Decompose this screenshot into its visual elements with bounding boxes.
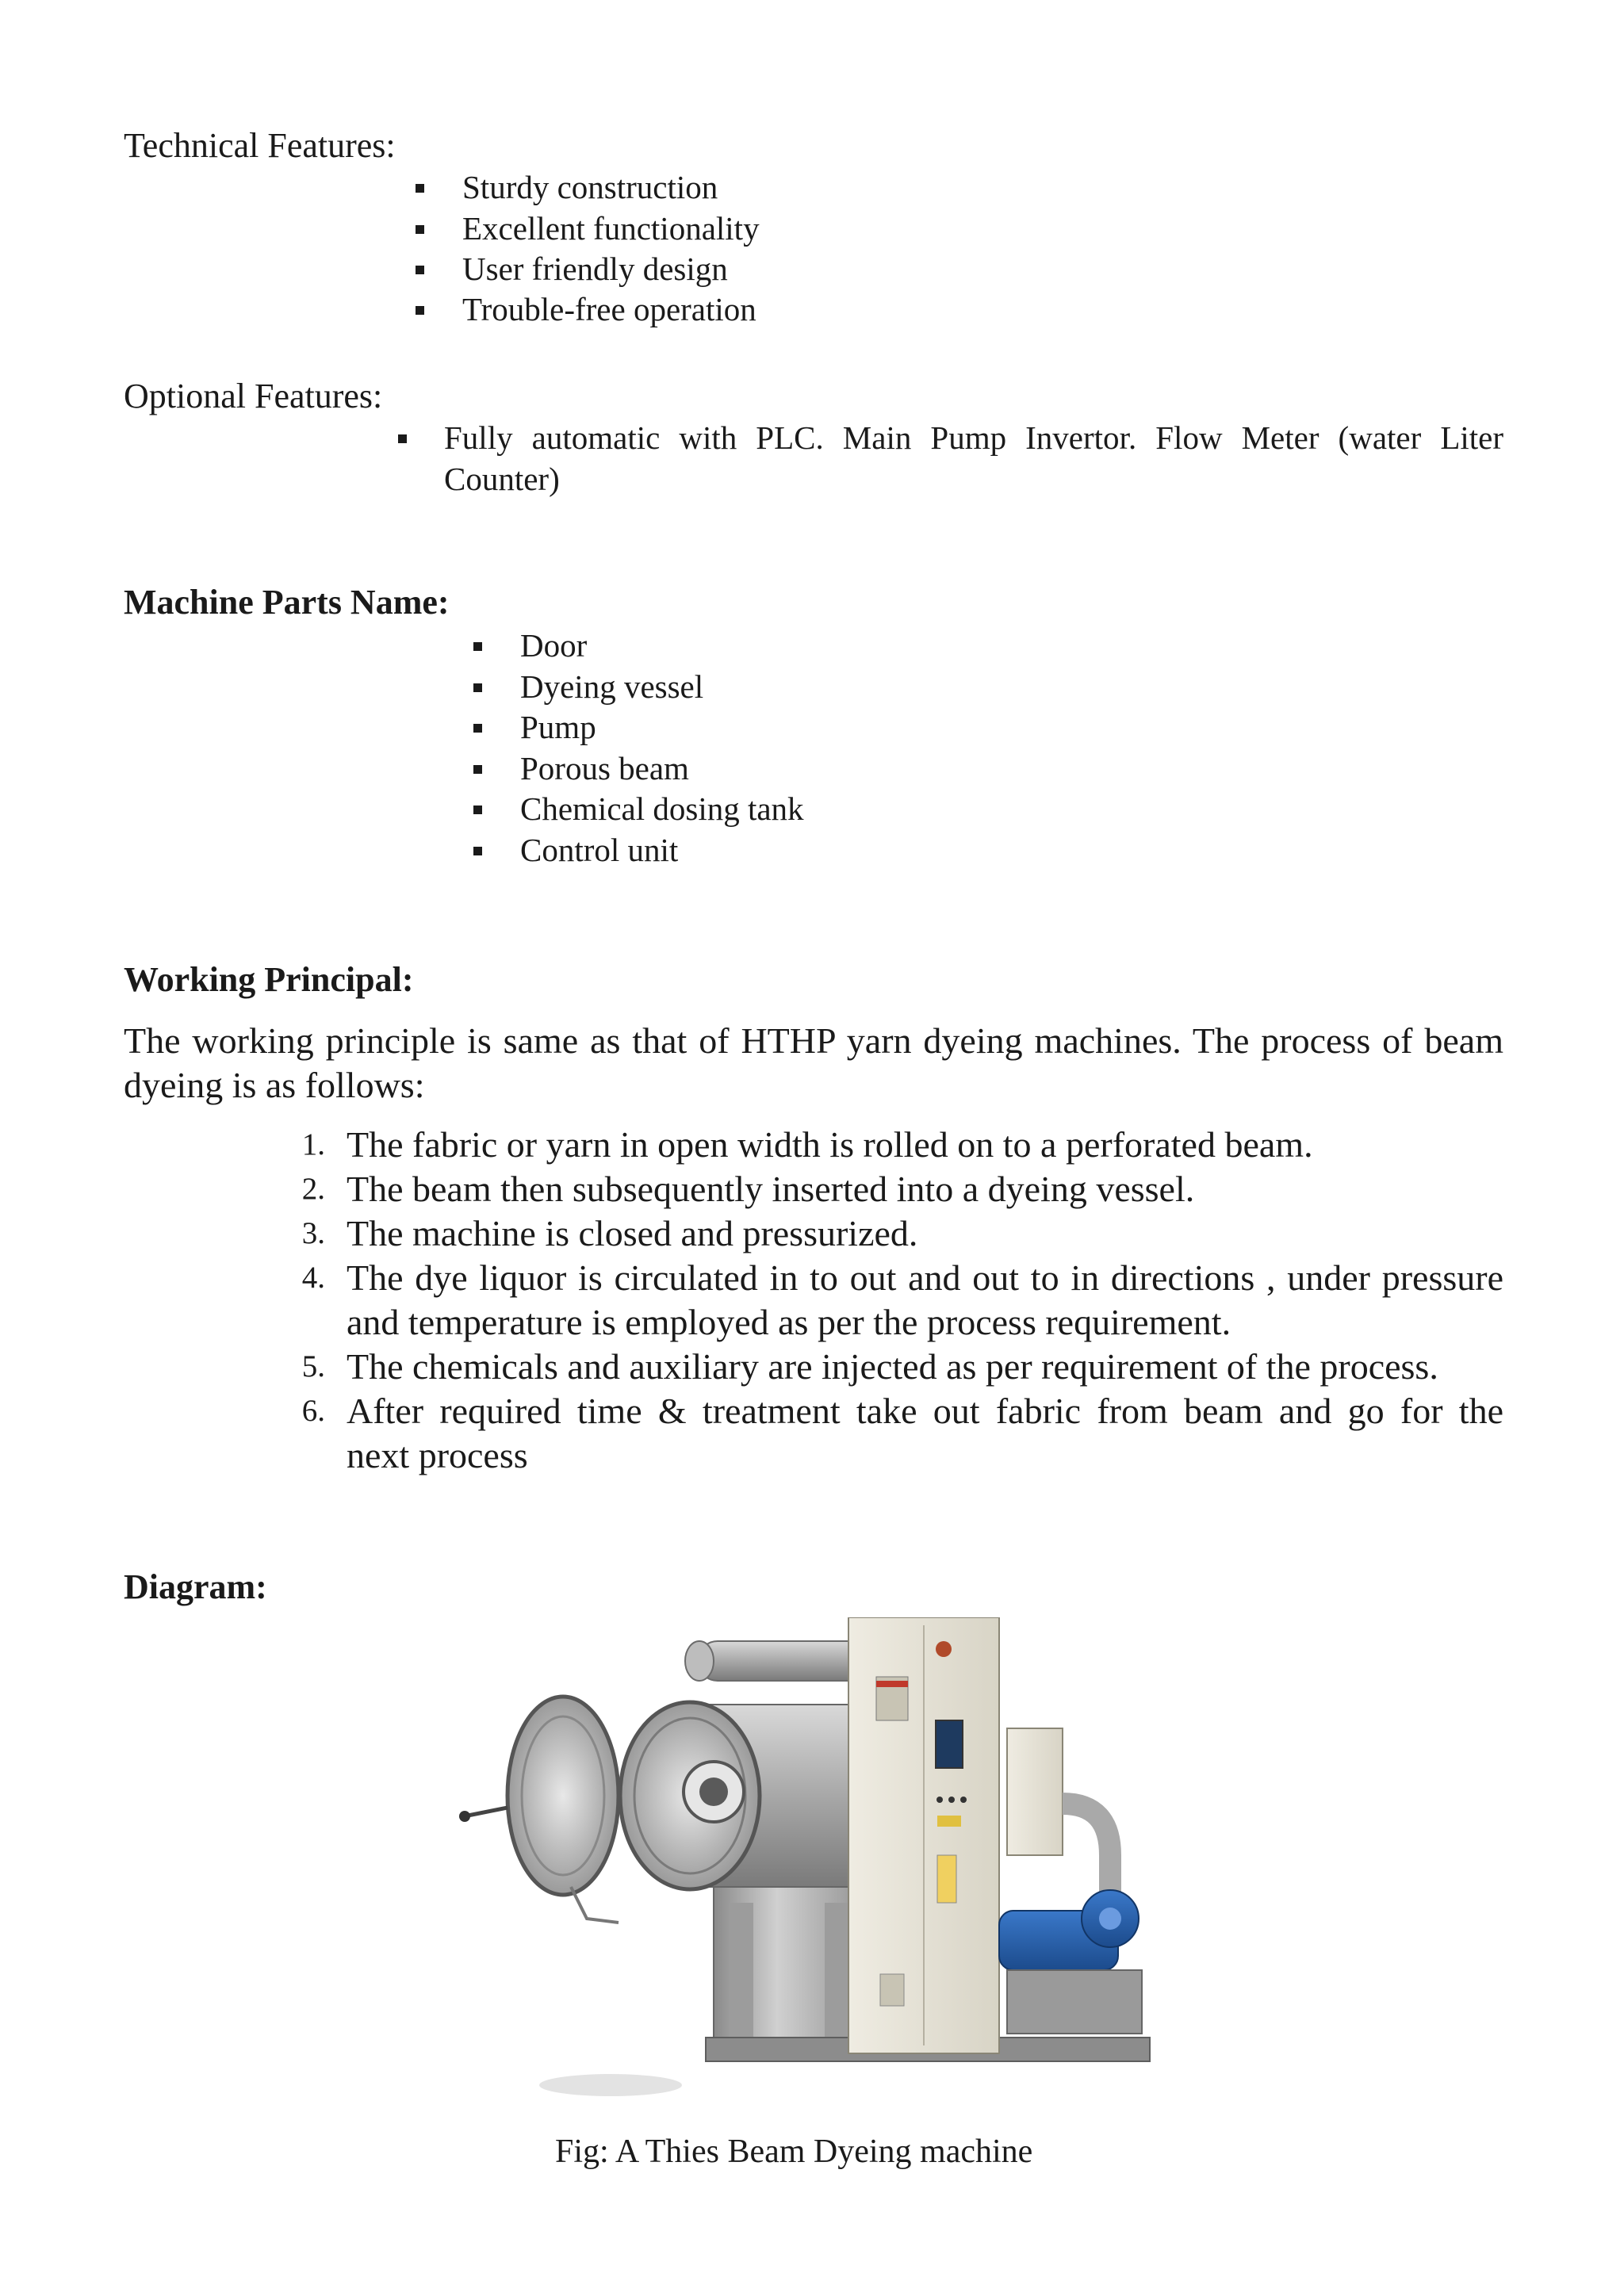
step-text: The beam then subsequently inserted into a dyeing vessel. [347,1169,1195,1209]
pump [999,1890,1142,2034]
list-item: Chemical dosing tank [520,790,804,827]
optional-feature-line-1: Fully automatic with PLC. Main Pump Invertor. Flow Meter (water Liter [444,419,1503,456]
working-principal-heading: Working Principal: [124,960,414,999]
diagram-heading: Diagram: [124,1567,267,1606]
step-text: The fabric or yarn in open width is rolled on to a perforated beam. [347,1124,1313,1165]
list-item: User friendly design [462,251,728,287]
bullet-icon [473,765,482,774]
step-text: After required time & treatment take out fabric from beam and go for the [347,1391,1503,1431]
optional-features-heading: Optional Features: [124,377,383,415]
bullet-icon [416,225,424,234]
list-item: Dyeing vessel [520,668,704,705]
list-item: Sturdy construction [462,169,718,205]
door [459,1697,619,1923]
floor-shadow [539,2074,682,2096]
machine-parts-heading: Machine Parts Name: [124,583,450,622]
bullet-icon [416,306,424,315]
control-unit [848,1617,999,2053]
figure-caption: Fig: A Thies Beam Dyeing machine [555,2133,1033,2170]
bullet-icon [473,806,482,814]
side-control-box [1007,1728,1063,1855]
list-item: Excellent functionality [462,210,760,247]
step-number: 3. [301,1216,325,1250]
technical-features-heading: Technical Features: [124,126,396,165]
step-number: 6. [301,1394,325,1428]
step-number: 1. [301,1127,325,1161]
step-number: 5. [301,1349,325,1383]
list-item: Porous beam [520,750,689,786]
working-intro-line-1: The working principle is same as that of HTHP yarn dyeing machines. The process of beam [124,1020,1503,1061]
beam-dyeing-machine-illustration [452,1617,1182,2109]
step-text-continued: and temperature is employed as per the process requirement. [347,1302,1231,1342]
bullet-icon [398,434,407,443]
list-item: Trouble-free operation [462,291,756,327]
step-text: The chemicals and auxiliary are injected as per requirement of the process. [347,1346,1438,1387]
bullet-icon [473,847,482,855]
list-item: Control unit [520,832,679,868]
bullet-icon [473,683,482,692]
list-item: Pump [520,709,596,745]
step-text: The dye liquor is circulated in to out and out to in directions , under pressure [347,1257,1503,1298]
bullet-icon [473,724,482,733]
optional-feature-line-2: Counter) [444,461,560,497]
bullet-icon [473,642,482,651]
list-item: Door [520,627,588,664]
step-number: 2. [301,1172,325,1206]
step-number: 4. [301,1261,325,1295]
step-text-continued: next process [347,1435,528,1475]
step-text: The machine is closed and pressurized. [347,1213,918,1253]
pipe-elbow [1063,1804,1110,1903]
bullet-icon [416,266,424,274]
bullet-icon [416,184,424,193]
working-intro-line-2: dyeing is as follows: [124,1065,425,1105]
